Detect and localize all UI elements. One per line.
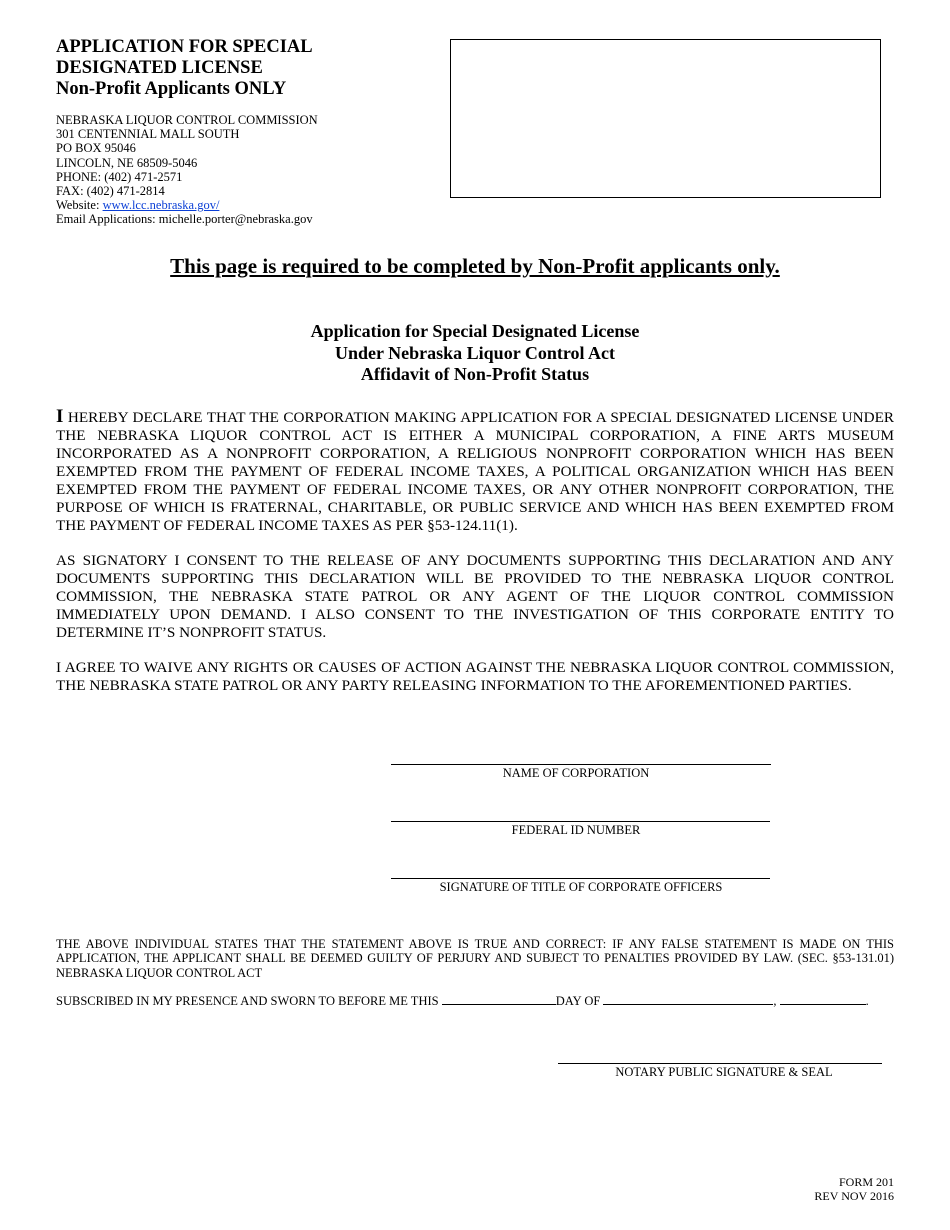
agency-website [56,198,318,212]
declaration-text: HEREBY DECLARE THAT THE CORPORATION MAKING APPLICATION FOR A SPECIAL DESIGNATED LICENSE UNDER THE NEBRASKA LIQUOR CONTROL ACT IS EITHER A MUNICIPAL CORPORATION, A FINE ARTS MUSEUM INCORPORATED AS A NONPROFIT CORPORATION, A RELIGIOUS NONPROFIT CORPORATION WHICH HAS BEEN EXEMPTED FROM THE PAYMENT OF FEDERAL INCOME TAXES, A POLITICAL ORGANIZATION WHICH HAS BEEN EXEMPTED FROM THE PAYMENT OF FEDERAL INCOME TAXES, OR ANY OTHER NONPROFIT CORPORATION, THE PURPOSE OF WHICH IS FRATERNAL, CHARITABLE, OR PUBLIC SERVICE AND WHICH HAS BEEN EXEMPTED FROM THE PAYMENT OF FEDERAL INCOME TAXES AS PER §53-124.11(1). [56,409,894,534]
agency-po-box: PO BOX 95046 [56,141,136,156]
federal-id-line[interactable] [391,821,770,822]
waiver-paragraph: I AGREE TO WAIVE ANY RIGHTS OR CAUSES OF ACTION AGAINST THE NEBRASKA LIQUOR CONTROL COMMISSION, THE NEBRASKA STATE PATROL OR ANY PARTY RELEASING INFORMATION TO THE AFOREMENTIONED PARTIES. [56,659,894,694]
agency-contact-block [56,113,318,227]
agency-phone: PHONE: (402) 471-2571 [56,169,183,184]
notary-signature-label: NOTARY PUBLIC SIGNATURE & SEAL [615,1065,833,1079]
office-use-box [450,39,881,198]
declaration-drop-cap: I [56,406,64,427]
form-revision: REV NOV 2016 [814,1189,894,1203]
day-blank[interactable] [442,994,556,1005]
agency-city: LINCOLN, NE 68509-5046 [56,155,198,170]
corporation-name-line[interactable] [391,764,771,765]
month-blank[interactable] [603,994,773,1005]
agency-name: NEBRASKA LIQUOR CONTROL COMMISSION [56,113,318,127]
website-label: Website: [56,198,103,213]
subscribed-comma: , [773,994,780,1008]
affidavit-heading [0,321,950,386]
corporation-name-label: NAME OF CORPORATION [502,766,650,780]
form-number: FORM 201 [838,1175,894,1189]
officer-signature-label: SIGNATURE OF TITLE OF CORPORATE OFFICERS [439,880,723,894]
form-title-line-1: APPLICATION FOR SPECIAL [56,37,313,57]
agency-address: 301 CENTENNIAL MALL SOUTH [56,127,240,142]
agency-email: Email Applications: michelle.porter@nebraska.gov [56,212,313,227]
subscribed-day-of: DAY OF [555,994,604,1008]
form-title-line-2: DESIGNATED LICENSE [56,58,263,78]
perjury-statement: THE ABOVE INDIVIDUAL STATES THAT THE STATEMENT ABOVE IS TRUE AND CORRECT: IF ANY FALSE STATEMENT IS MADE ON THIS APPLICATION, THE APPLICANT SHALL BE DEEMED GUILTY OF PERJURY AND SUBJECT TO PENALTIES PROVIDED BY LAW. (SEC. §53-131.01) NEBRASKA LIQUOR CONTROL ACT [56,937,894,980]
website-link[interactable]: www.lcc.nebraska.gov/ [102,198,220,213]
federal-id-label: FEDERAL ID NUMBER [511,823,641,837]
heading-line-3: Affidavit of Non-Profit Status [360,364,590,384]
form-footer [814,1175,894,1203]
heading-line-1: Application for Special Designated License [310,321,640,341]
declaration-paragraph [56,408,894,535]
form-title [56,37,376,100]
notary-signature-line[interactable] [558,1063,882,1064]
subscribed-line [56,994,869,1009]
officer-signature-line[interactable] [391,878,770,879]
subscribed-prefix: SUBSCRIBED IN MY PRESENCE AND SWORN TO BEFORE ME THIS [56,994,442,1008]
heading-line-2: Under Nebraska Liquor Control Act [334,342,616,363]
form-title-line-3: Non-Profit Applicants ONLY [56,79,287,99]
required-notice: This page is required to be completed by Non-Profit applicants only. [170,254,780,278]
year-blank[interactable] [780,994,866,1005]
consent-paragraph: AS SIGNATORY I CONSENT TO THE RELEASE OF ANY DOCUMENTS SUPPORTING THIS DECLARATION AND ANY DOCUMENTS SUPPORTING THIS DECLARATION WILL BE PROVIDED TO THE NEBRASKA LIQUOR CONTROL COMMISSION, THE NEBRASKA STATE PATROL OR ANY AGENT OF THE LIQUOR CONTROL COMMISSION IMMEDIATELY UPON DEMAND. I ALSO CONSENT TO THE INVESTIGATION OF THIS CORPORATE ENTITY TO DETERMINE IT’S NONPROFIT STATUS. [56,552,894,641]
subscribed-period: . [865,994,869,1008]
agency-fax: FAX: (402) 471-2814 [56,184,165,199]
